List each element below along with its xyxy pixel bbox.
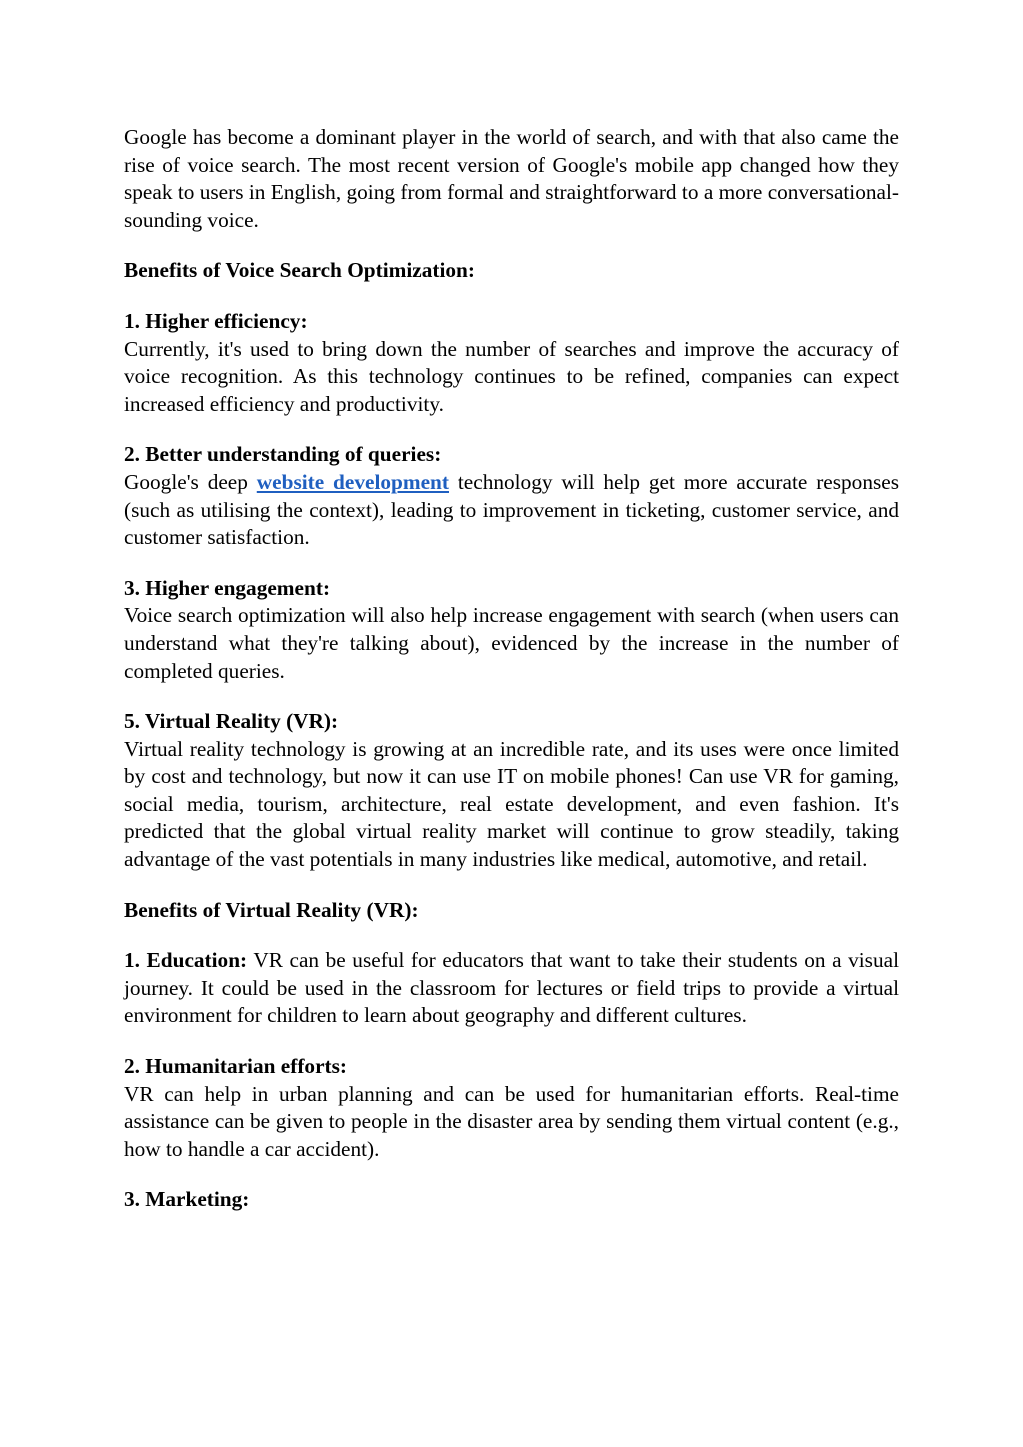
section-body: Currently, it's used to bring down the number of searches and improve the accuracy of voice recognition. As this technology continues to be refined, companies can expect increased efficiency and productivity. — [124, 336, 899, 416]
website-development-link[interactable]: website development — [256, 469, 449, 494]
document-page — [124, 124, 899, 1237]
section-humanitarian-efforts — [124, 1053, 899, 1163]
intro-paragraph: Google has become a dominant player in the world of search, and with that also came the rise of voice search. The most recent version of Google's mobile app changed how they speak to users in English, going from formal and straightforward to a more conversational-sounding voice. — [124, 125, 899, 232]
section-marketing — [124, 1186, 899, 1214]
body-text-after-link: technology will help get more accurate responses (such as utilising the context), leading to improvement in ticketing, customer service, and customer satisfaction. — [124, 469, 900, 550]
section-higher-engagement — [124, 575, 899, 685]
section-title: 1. Education: — [124, 948, 248, 973]
section-education — [124, 947, 899, 1030]
section-title: 2. Better understanding of queries: — [124, 442, 442, 467]
section-title: 5. Virtual Reality (VR): — [124, 709, 339, 734]
section-title: 1. Higher efficiency: — [124, 308, 308, 333]
section-title: 3. Marketing: — [124, 1187, 250, 1212]
section-body — [124, 469, 899, 552]
section-body: VR can be useful for educators that want to take their students on a visual journey. It could be used in the classroom for lectures or field trips to provide a virtual environment for children to learn about geography and different cultures. — [124, 948, 899, 1028]
section-virtual-reality — [124, 708, 899, 874]
voice-benefits-heading: Benefits of Voice Search Optimization: — [124, 258, 475, 283]
section-body: Voice search optimization will also help increase engagement with search (when users can understand what they're talking about), evidenced by the increase in the number of completed queries. — [124, 603, 899, 683]
section-title: 2. Humanitarian efforts: — [124, 1054, 347, 1079]
section-higher-efficiency — [124, 308, 899, 418]
section-title: 3. Higher engagement: — [124, 575, 331, 600]
section-body: VR can help in urban planning and can be used for humanitarian efforts. Real-time assistance can be given to people in the disaster area by sending them virtual content (e.g., how to handle a car accident). — [124, 1081, 899, 1161]
body-text-before-link: Google's deep — [124, 469, 257, 494]
section-body: Virtual reality technology is growing at an incredible rate, and its uses were once limited by cost and technology, but now it can use IT on mobile phones! Can use VR for gaming, social media, tourism, architecture, real estate development, and even fashion. It's predicted that the global virtual reality market will continue to grow steadily, taking advantage of the vast potentials in many industries like medical, automotive, and retail. — [124, 736, 899, 872]
vr-benefits-heading: Benefits of Virtual Reality (VR): — [124, 897, 419, 922]
section-better-understanding — [124, 441, 899, 551]
